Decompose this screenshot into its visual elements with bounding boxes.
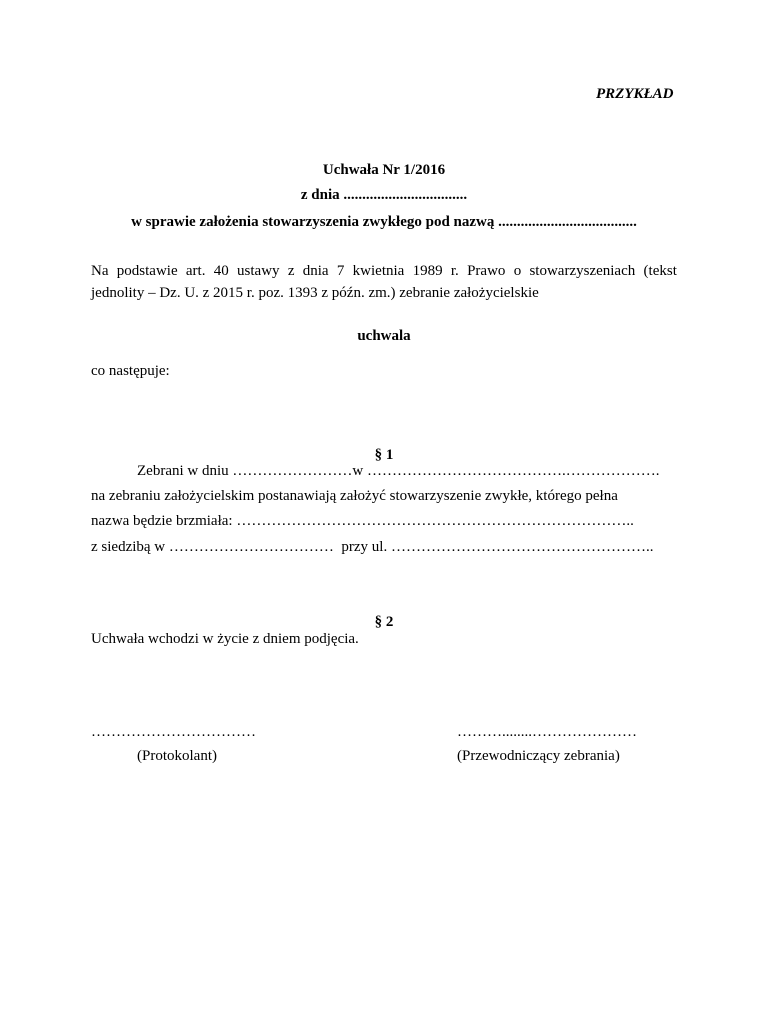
resolution-subject-line: w sprawie założenia stowarzyszenia zwykłego pod nazwą ..................................... — [131, 214, 637, 230]
preamble-word: r. — [450, 263, 459, 279]
resolution-date-line: z dnia ................................. — [300, 187, 468, 203]
preamble-word: Prawo — [467, 263, 506, 279]
signature-left-dots: …………………………… — [91, 724, 256, 740]
preamble-word: 1989 — [412, 263, 443, 279]
preamble-word: (tekst — [643, 263, 677, 279]
section-1-heading: § 1 — [374, 447, 394, 463]
preamble-line-2: jednolity – Dz. U. z 2015 r. poz. 1393 z późn. zm.) zebranie założycielskie — [91, 285, 539, 301]
sample-label: PRZYKŁAD — [596, 86, 674, 102]
signature-right-label: (Przewodniczący zebrania) — [457, 748, 620, 764]
preamble-word: o — [513, 263, 522, 279]
preamble-word: z — [287, 263, 295, 279]
preamble-word: kwietnia — [352, 263, 405, 279]
preamble-word: 40 — [213, 263, 229, 279]
preamble-word: ustawy — [237, 263, 280, 279]
resolution-title: Uchwała Nr 1/2016 — [322, 162, 446, 178]
signature-left-label: (Protokolant) — [137, 748, 217, 764]
preamble-line-1 — [91, 262, 677, 280]
section-2-text: Uchwała wchodzi w życie z dniem podjęcia. — [91, 631, 359, 647]
section-1-line-1: Zebrani w dniu ……………………w ………………………………….………………. — [137, 463, 660, 479]
section-2-heading: § 2 — [374, 614, 394, 630]
resolution-word: uchwala — [357, 328, 411, 344]
preamble-word: podstawie — [116, 263, 178, 279]
signature-right-dots: ………........………………… — [457, 724, 637, 740]
section-1-line-2: na zebraniu założycielskim postanawiają założyć stowarzyszenie zwykłe, którego pełna — [91, 488, 618, 504]
preamble-word: Na — [91, 263, 109, 279]
follows-text: co następuje: — [91, 363, 170, 379]
section-1-line-4: z siedzibą w …………………………… przy ul. …………………………………………….. — [91, 539, 654, 555]
preamble-word: art. — [185, 263, 206, 279]
preamble-word: stowarzyszeniach — [529, 263, 636, 279]
preamble-word: 7 — [336, 263, 345, 279]
preamble-word: dnia — [302, 263, 329, 279]
section-1-line-3: nazwa będzie brzmiała: …………………………………………………………………….. — [91, 513, 634, 529]
